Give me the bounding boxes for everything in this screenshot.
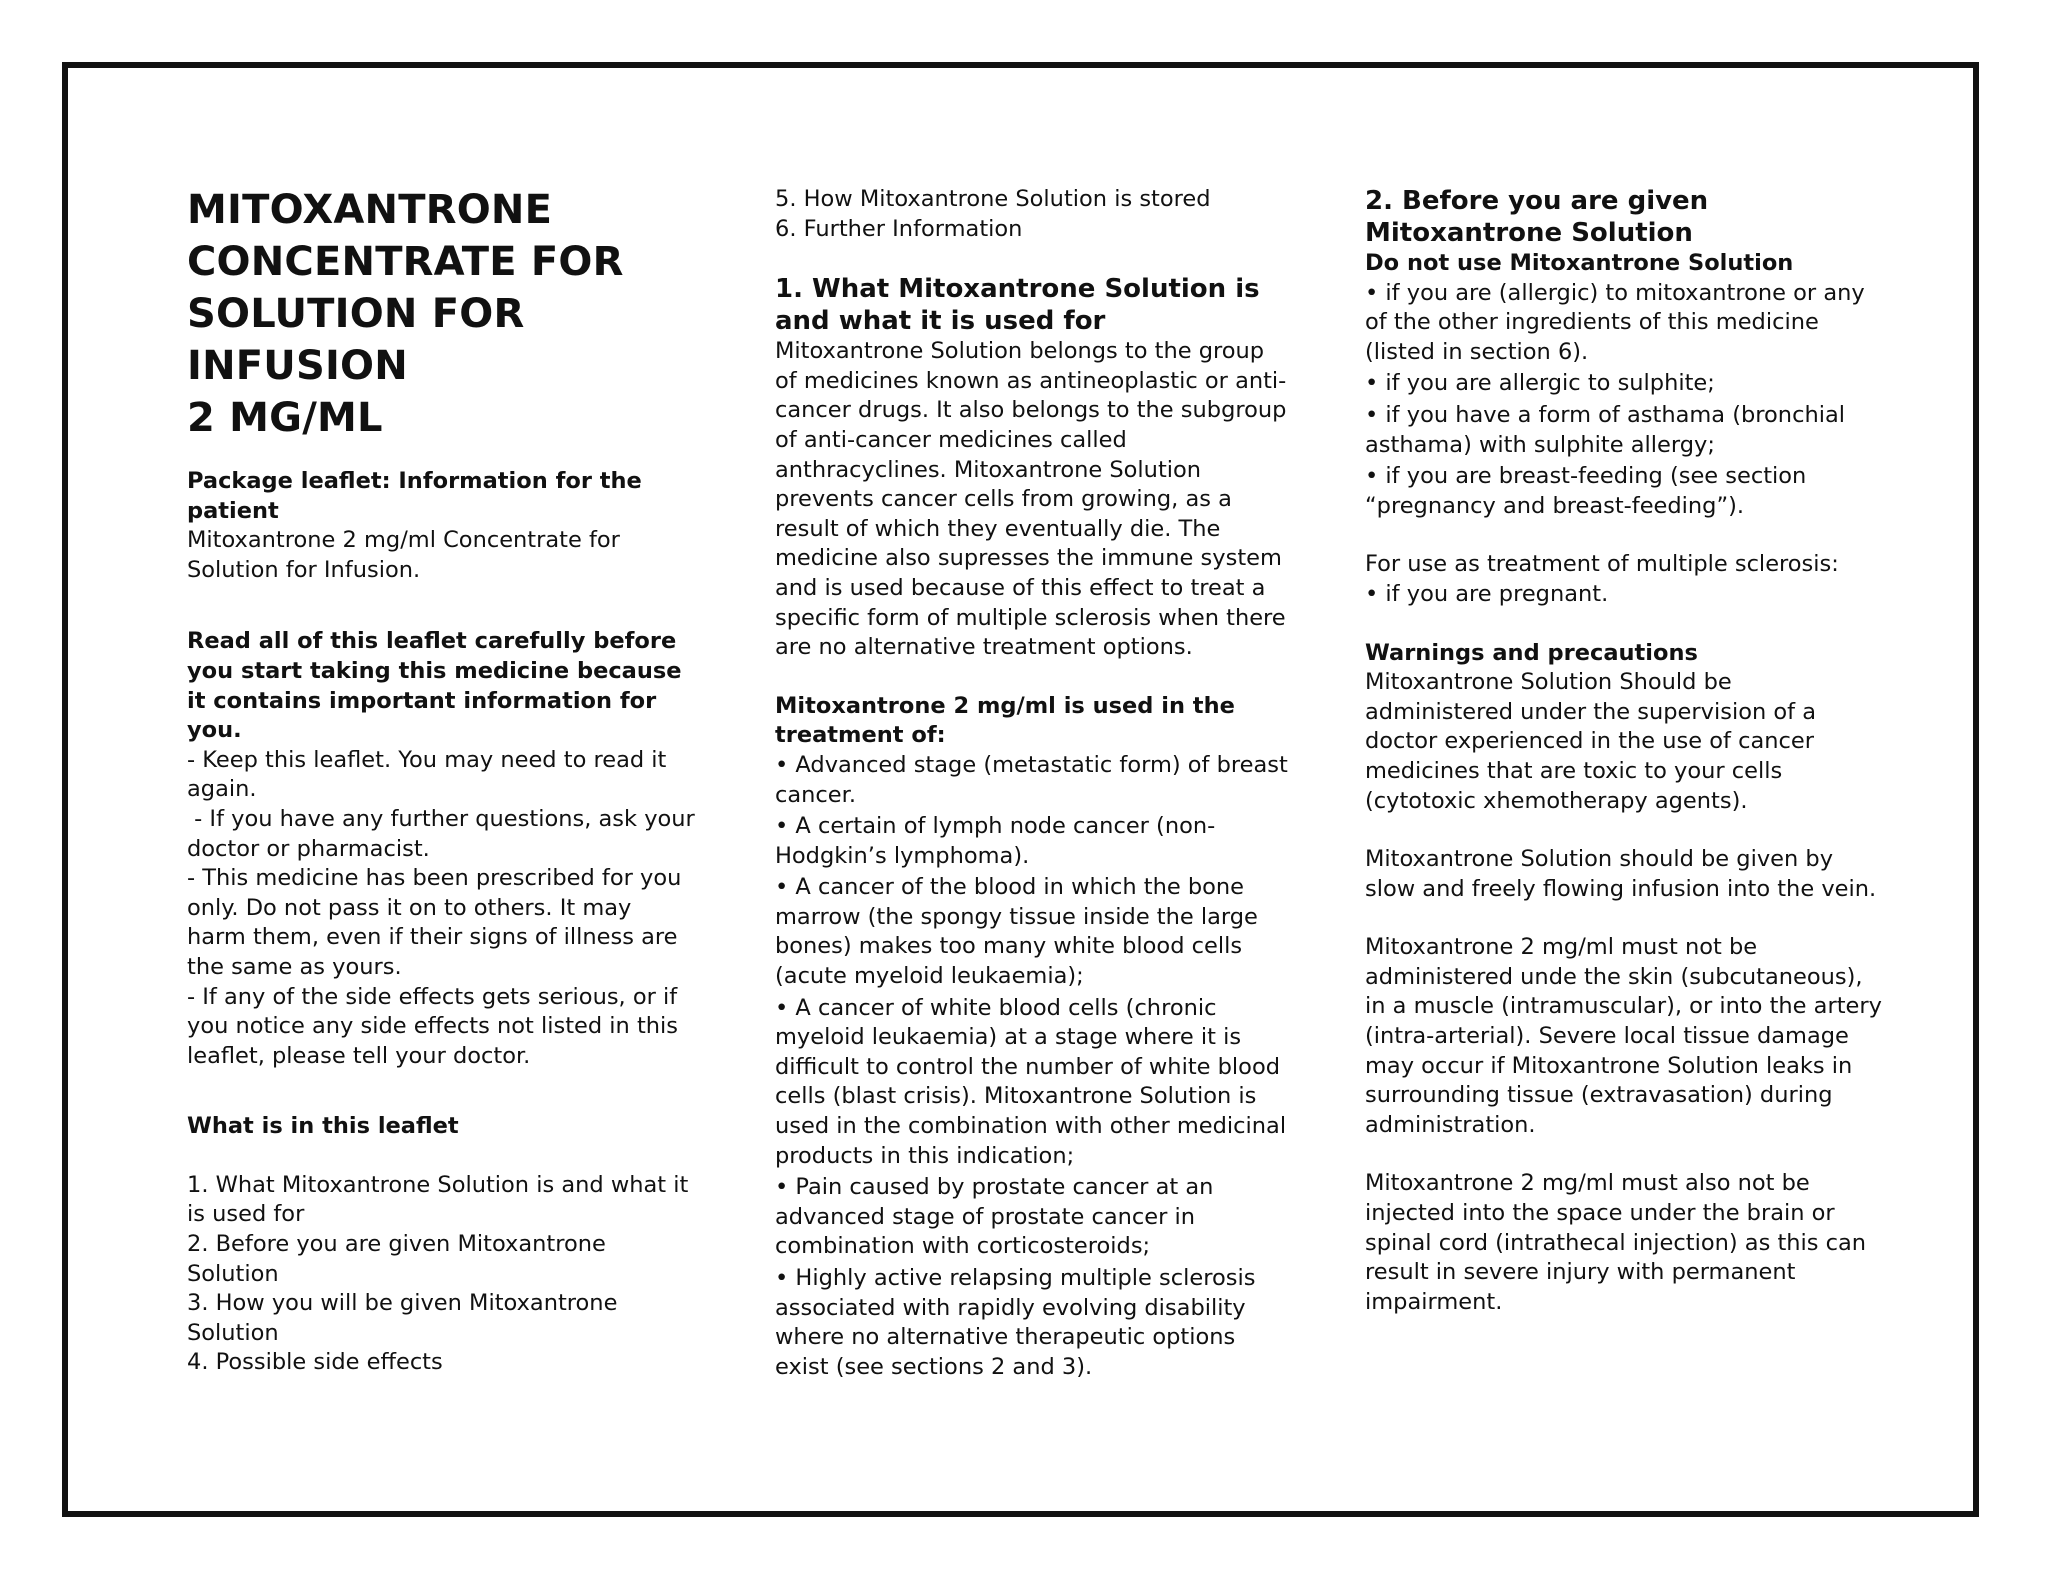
read-leaflet-item: - If any of the side effects gets serious, or if you notice any side effects not listed in this leaflet, please tell your doctor. — [187, 983, 679, 1069]
warnings-paragraph: Mitoxantrone Solution Should be administered under the supervision of a doctor experienced in the use of cancer medicines that are toxic to your cells (cytotoxic xhemotherapy agents). — [1365, 669, 1816, 814]
column-left — [187, 184, 702, 1378]
title-line: CONCENTRATE FOR — [187, 239, 624, 285]
title-line: MITOXANTRONE — [187, 187, 553, 233]
used-in-treatment-heading: Mitoxantrone 2 mg/ml is used in the treatment of: — [775, 692, 1235, 749]
indication-item: • A certain of lymph node cancer (non-Hodgkin’s lymphoma). — [775, 813, 1216, 869]
warnings-paragraph: Mitoxantrone 2 mg/ml must also not be injected into the space under the brain or spinal cord (intrathecal injection) as this can result in severe injury with permanent impairment. — [1365, 1170, 1867, 1315]
contraindication-item: • if you are breast-feeding (see section “pregnancy and breast-feeding”). — [1365, 463, 1807, 519]
title-line: SOLUTION FOR — [187, 291, 525, 337]
indication-item: • A cancer of white blood cells (chronic myeloid leukaemia) at a stage where it is difficult to control the number of white blood cells (blast crisis). Mitoxantrone Solution is used in the combination with other medicinal products in this indication; — [775, 994, 1287, 1169]
title-line: INFUSION — [187, 343, 408, 389]
indication-item: • Highly active relapsing multiple sclerosis associated with rapidly evolving disability where no alternative therapeutic options exist (see sections 2 and 3). — [775, 1265, 1256, 1380]
column-right — [1365, 185, 1885, 1317]
toc-item: 2. Before you are given Mitoxantrone Solution — [187, 1231, 606, 1287]
indication-item: • A cancer of the blood in which the bone marrow (the spongy tissue inside the large bones) makes too many white blood cells (acute myeloid leukaemia); — [775, 874, 1258, 990]
do-not-use-heading: Do not use Mitoxantrone Solution — [1365, 250, 1794, 276]
title-line: 2 MG/ML — [187, 395, 383, 441]
indication-item: • Advanced stage (metastatic form) of breast cancer. — [775, 751, 1288, 808]
indication-item: • Pain caused by prostate cancer at an advanced stage of prostate cancer in combination with corticosteroids; — [775, 1174, 1214, 1260]
contraindication-item: • if you are allergic to sulphite; — [1365, 370, 1715, 397]
column-middle — [775, 185, 1290, 1382]
section-1-title: 1. What Mitoxantrone Solution is and what it is used for — [775, 274, 1260, 337]
warnings-heading: Warnings and precautions — [1365, 639, 1698, 666]
contraindication-item: • if you have a form of asthama (bronchial asthama) with sulphite allergy; — [1365, 401, 1845, 458]
toc-item: 5. How Mitoxantrone Solution is stored — [775, 186, 1211, 212]
contraindication-item: • if you are (allergic) to mitoxantrone or any of the other ingredients of this medicine (listed in section 6). — [1365, 279, 1865, 365]
warnings-paragraph: Mitoxantrone Solution should be given by slow and freely flowing infusion into the vein. — [1365, 846, 1877, 902]
read-leaflet-item: - This medicine has been prescribed for you only. Do not pass it on to others. It may harm them, even if their signs of illness are the same as yours. — [187, 865, 682, 980]
package-leaflet-text: Mitoxantrone 2 mg/ml Concentrate for Solution for Infusion. — [187, 527, 620, 583]
read-leaflet-item: - Keep this leaflet. You may need to read it again. — [187, 746, 667, 803]
warnings-paragraph: Mitoxantrone 2 mg/ml must not be administered unde the skin (subcutaneous), in a muscle (intramuscular), or into the artery (intra-arterial). Severe local tissue damage may occur if Mitoxantrone Solution leaks in surrounding tissue (extravasation) during administration. — [1365, 934, 1882, 1138]
read-leaflet-item: - If you have any further questions, ask your doctor or pharmacist. — [187, 805, 702, 862]
toc-item: 4. Possible side effects — [187, 1349, 443, 1376]
package-leaflet-heading: Package leaflet: Information for the patient — [187, 468, 642, 524]
toc-item: 1. What Mitoxantrone Solution is and what it is used for — [187, 1171, 689, 1228]
multiple-sclerosis-text: For use as treatment of multiple sclerosis: — [1365, 551, 1839, 578]
section-2-title: 2. Before you are given Mitoxantrone Solution — [1365, 186, 1709, 248]
toc-item: 3. How you will be given Mitoxantrone Solution — [187, 1290, 618, 1346]
section-1-text: Mitoxantrone Solution belongs to the group of medicines known as antineoplastic or anti-cancer drugs. It also belongs to the subgroup of anti-cancer medicines called anthracyclines. Mitoxantrone Solution prevents cancer cells from growing, as a result of which they eventually die. The medicine also supresses the immune system and is used because of this effect to treat a specific form of multiple sclerosis when there are no alternative treatment options. — [775, 338, 1287, 661]
toc-item: 6. Further Information — [775, 215, 1023, 242]
toc-heading: What is in this leaflet — [187, 1113, 459, 1140]
multiple-sclerosis-item: • if you are pregnant. — [1365, 580, 1609, 607]
read-leaflet-heading: Read all of this leaflet carefully before you start taking this medicine because it contains important information for you. — [187, 628, 682, 744]
document-title — [187, 184, 697, 444]
